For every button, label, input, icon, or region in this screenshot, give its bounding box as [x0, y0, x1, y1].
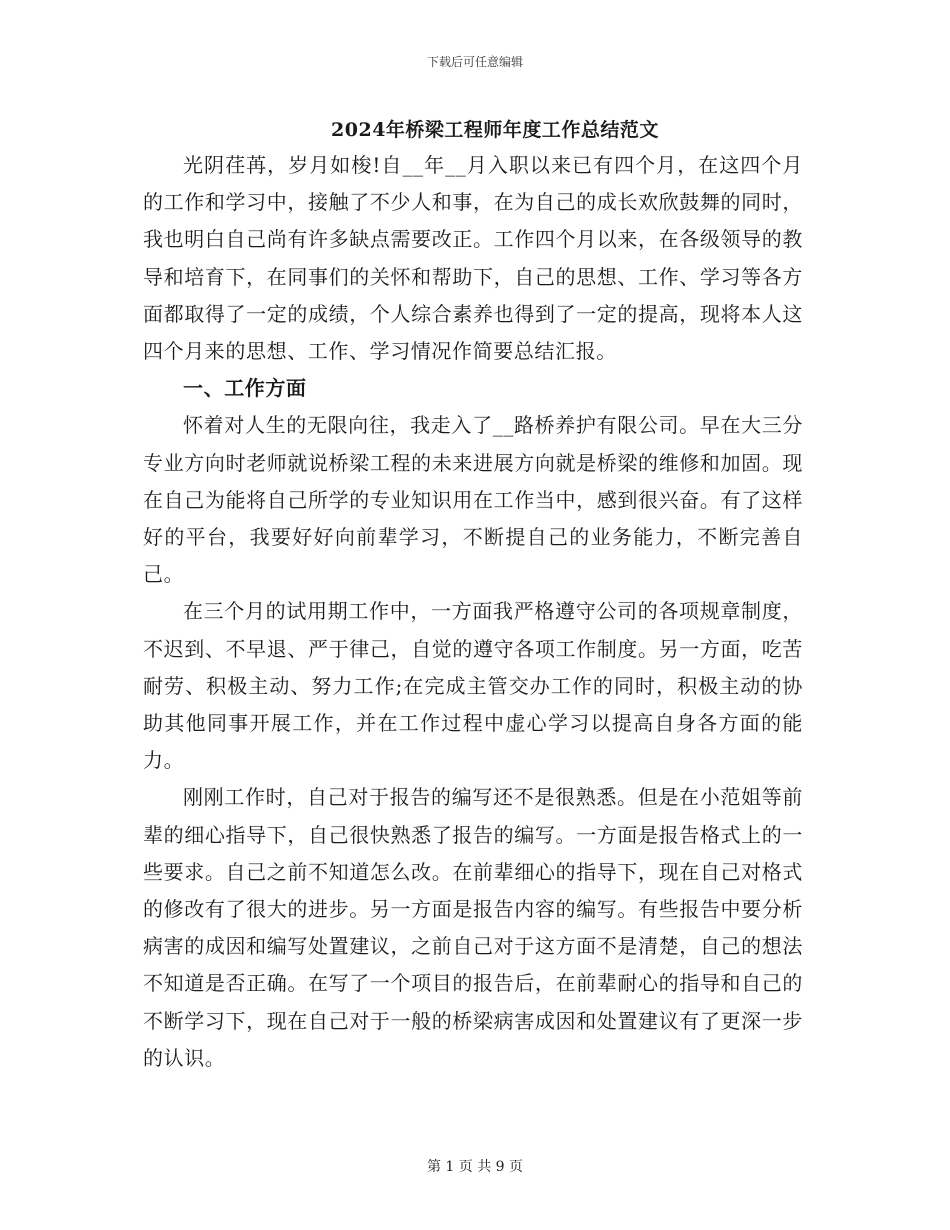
document-body [143, 147, 803, 1077]
page-indicator: 第 1 页 共 9 页 [426, 1159, 524, 1175]
work-paragraph-1: 怀着对人生的无限向往，我走入了__路桥养护有限公司。早在大三分专业方向时老师就说桥梁工程的未来进展方向就是桥梁的维修和加固。现在自己为能将自己所学的专业知识用在工作当中，感到很兴奋。有了这样好的平台，我要好好向前辈学习，不断提自己的业务能力，不断完善自己。 [143, 413, 803, 587]
work-paragraph-2: 在三个月的试用期工作中，一方面我严格遵守公司的各项规章制度，不迟到、不早退、严于律己，自觉的遵守各项工作制度。另一方面，吃苦耐劳、积极主动、努力工作;在完成主管交办工作的同时，积极主动的协助其他同事开展工作，并在工作过程中虚心学习以提高自身各方面的能力。 [143, 599, 803, 773]
document-title: 2024年桥梁工程师年度工作总结范文 [331, 119, 659, 141]
section-heading-work: 一、工作方面 [183, 376, 307, 401]
work-paragraph-3: 刚刚工作时，自己对于报告的编写还不是很熟悉。但是在小范姐等前辈的细心指导下，自己很快熟悉了报告的编写。一方面是报告格式上的一些要求。自己之前不知道怎么改。在前辈细心的指导下，现在自己对格式的修改有了很大的进步。另一方面是报告内容的编写。有些报告中要分析病害的成因和编写处置建议，之前自己对于这方面不是清楚，自己的想法不知道是否正确。在写了一个项目的报告后，在前辈耐心的指导和自己的不断学习下，现在自己对于一般的桥梁病害成因和处置建议有了更深一步的认识。 [143, 785, 803, 1070]
header-note: 下载后可任意编辑 [426, 55, 523, 69]
intro-paragraph: 光阴荏苒，岁月如梭!自__年__月入职以来已有四个月，在这四个月的工作和学习中，接触了不少人和事，在为自己的成长欢欣鼓舞的同时，我也明白自己尚有许多缺点需要改正。工作四个月以来，在各级领导的教导和培育下，在同事们的关怀和帮助下，自己的思想、工作、学习等各方面都取得了一定的成绩，个人综合素养也得到了一定的提高，现将本人这四个月来的思想、工作、学习情况作简要总结汇报。 [143, 153, 803, 364]
